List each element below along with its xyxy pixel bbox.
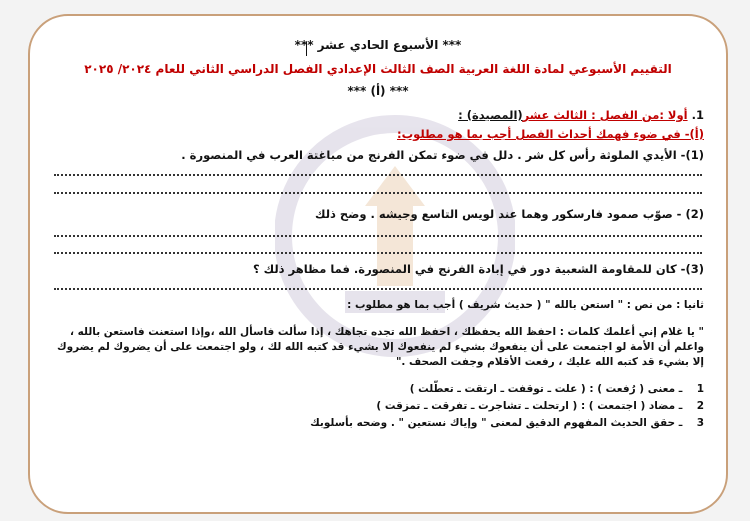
item-text: ـ معنى ( رُفعت ) : ( علت ـ توقفت ـ ارتقت ـ تعطّلت ): [409, 383, 683, 395]
section2-item-1: [410, 383, 704, 395]
model-label: *** (أ) ***: [347, 84, 409, 98]
section2-heading: ثانيا : من نص : " استعن بالله " ( حديث شريف ) أجب بما هو مطلوب :: [347, 299, 704, 311]
section1-subheading: (أ)- في ضوء فهمك أحداث الفصل أجب بما هو مطلوب:: [397, 127, 704, 141]
answer-line[interactable]: [54, 192, 702, 194]
section1-title-suffix: (المصيدة) :: [458, 108, 523, 122]
question-2: (2) - صوّب صمود فارسكور وهما عند لويس التاسع وجيشه . وضح ذلك: [315, 207, 704, 221]
section1-number: 1.: [691, 108, 704, 122]
answer-line[interactable]: [54, 235, 702, 237]
item-text: ـ حقق الحديث المفهوم الدقيق لمعنى " وإياك نستعين " . وضحه بأسلوبك: [310, 417, 683, 429]
hadith-passage: " يا غلام إني أعلمك كلمات : احفظ الله يحفظك ، احفظ الله تجده تجاهك ، إذا سألت فاسأل الله ،وإذا استعنت فاستعن بالله ، واعلم أن الأمة لو اجتمعت على أن ينفعوك بشيء لم ينفعوك إلا بشيء قد كتبه الله لك ، ولو اجتمعت على أن يضروك لم يضروك إلا بشيء قد كتبه الله عليك ، رفعت الأقلام وجفت الصحف .": [56, 326, 704, 368]
section1-heading: [458, 108, 704, 122]
week-title: *** الأسبوع الحادي عشر ***: [294, 38, 462, 52]
answer-line[interactable]: [54, 288, 702, 290]
assessment-title: التقييم الأسبوعي لمادة اللغة العربية الصف الثالث الإعدادي الفصل الدراسي الثاني للعام ٢٠٢٤/ ٢٠٢٥: [84, 62, 672, 76]
question-3: (3)- كان للمقاومة الشعبية دور في إبادة الفرنج في المنصورة. فما مظاهر ذلك ؟: [252, 262, 704, 276]
item-text: ـ مضاد ( اجتمعت ) : ( ارتحلت ـ تشاجرت ـ تفرقت ـ تمزقت ): [376, 400, 683, 412]
section1-title-prefix: أولا :من الفصل : الثالث عشر: [522, 108, 688, 122]
section2-item-3: [310, 417, 704, 429]
worksheet-page: [28, 14, 728, 514]
question-1: (1)- الأيدي الملوثة رأس كل شر . دلل في ضوء تمكن الفرنج من مباغتة العرب في المنصورة .: [181, 148, 704, 162]
answer-line[interactable]: [54, 174, 702, 176]
item-number: 3: [696, 417, 704, 429]
item-number: 2: [696, 400, 704, 412]
item-number: 1: [696, 383, 704, 395]
answer-line[interactable]: [54, 252, 702, 254]
section2-item-2: [376, 400, 704, 412]
